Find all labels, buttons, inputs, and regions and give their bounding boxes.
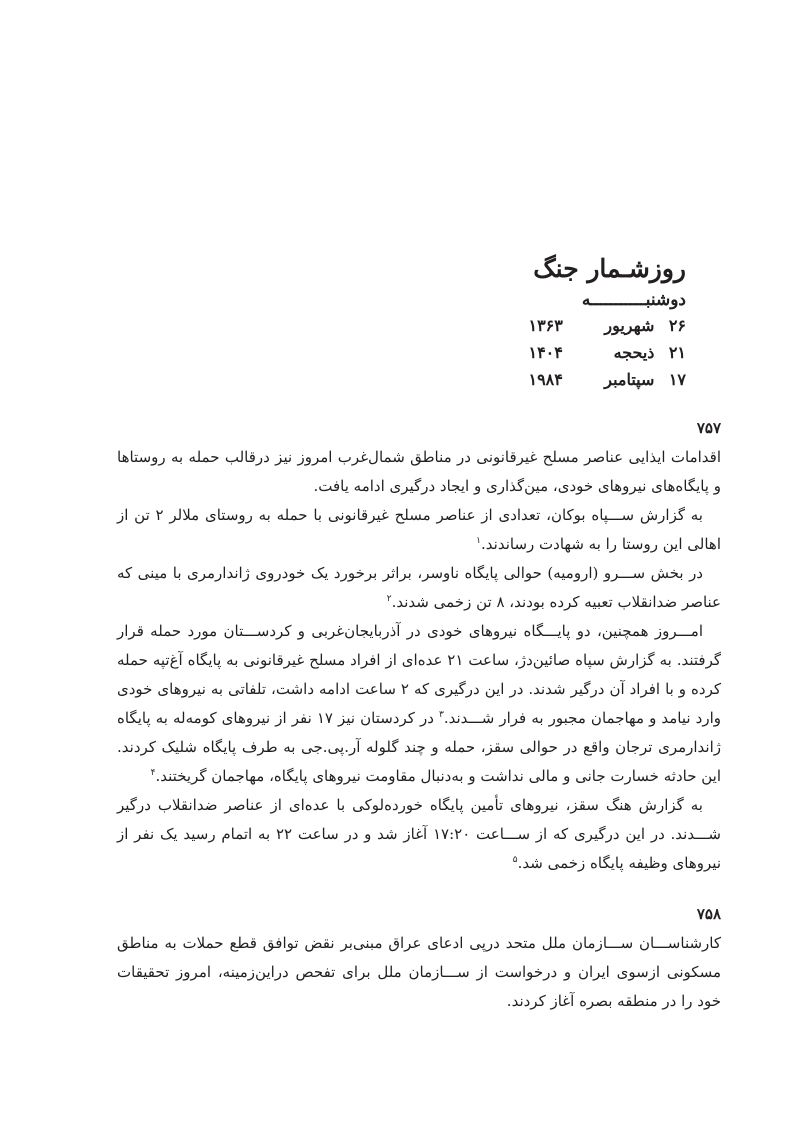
date-day: ۲۶ [668, 316, 686, 335]
date-month: ذیحجه [613, 343, 655, 362]
footnote-marker: ۲ [386, 594, 392, 604]
date-day: ۲۱ [668, 343, 686, 362]
date-solar [486, 313, 686, 339]
date-year: ۱۹۸۴ [528, 370, 563, 389]
date-month: شهریور [604, 316, 655, 335]
entry-number: ۷۵۸ [696, 905, 721, 923]
paragraph: امـــروز همچنین، دو پایـــگاه نیروهای خودی در آذربایجان‌غربی و کردســـتان مورد حمله قرار گرفتند. به گزارش سپاه صائین‌دژ، ساعت ۲۱ عده‌ای از افراد مسلح غیرقانونی به پایگاه آغ‌تپه حمله کرده و با افراد آن درگیر شدند. در این درگیری که ۲ ساعت ادامه داشت، تلفاتی به نیروهای خودی وارد نیامد و مهاجمان مجبور به فرار شـــدند.$^۳$ در کردستان نیز ۱۷ نفر از نیروهای کومه‌له به پایگاه ژاندارمری ترجان واقع در حوالی سقز، حمله و چند گلوله آر.پی.جی به طرف پایگاه شلیک کردند. این حادثه خسارت جانی و مالی نداشت و به‌دنبال مقاومت نیروهای پایگاه، مهاجمان گریختند.$^۴$ [117, 622, 722, 785]
page-header [486, 252, 686, 393]
footnote-marker: ۴ [150, 768, 156, 778]
date-year: ۱۳۶۳ [528, 316, 563, 335]
weekday: دوشنبـــــــــــه [581, 290, 686, 310]
footnote-marker: ۳ [439, 710, 444, 720]
entry-number: ۷۵۷ [696, 419, 721, 437]
date-year: ۱۴۰۴ [528, 343, 563, 362]
footnote-marker: ۱ [476, 536, 482, 546]
date-gregorian [486, 367, 686, 393]
paragraph: کارشناســـان ســـازمان ملل متحد درپی ادعای عراق مبنی‌بر نقض توافق قطع حملات به مناطق مسکونی ازسوی ایران و درخواست از ســـازمان ملل برای تفحص دراین‌زمینه، امروز تحقیقات خود را در منطقه بصره آغاز کردند. [117, 934, 721, 1010]
date-lunar [486, 340, 686, 366]
book-title: روزشـمار جنگ [533, 254, 686, 283]
paragraph: در بخش ســـرو (ارومیه) حوالی پایگاه ناوسر، براثر برخورد یک خودروی ژاندارمری با مینی که عناصر ضدانقلاب تعبیه کرده بودند، ۸ تن زخمی شدند.$^۲$ [117, 564, 721, 611]
paragraph: به گزارش ســـپاه بوکان، تعدادی از عناصر مسلح غیرقانونی با حمله به روستای ملالر ۲ تن از اهالی این روستا را به شهادت رساندند.$^۱$ [117, 506, 721, 553]
paragraph: به گزارش هنگ سقز، نیروهای تأمین پایگاه خورده‌لوکی با عده‌ای از عناصر ضدانقلاب درگیر شـــدند. در این درگیری که از ســـاعت ۱۷:۲۰ آغاز شد و در ساعت ۲۲ به اتمام رسید یک نفر از نیروهای وظیفه پایگاه زخمی شد.$^۵$ [117, 796, 721, 872]
paragraph: اقدامات ایذایی عناصر مسلح غیرقانونی در مناطق شمال‌غرب امروز نیز درقالب حمله به روستاها و پایگاه‌های نیروهای خودی، مین‌گذاری و ایجاد درگیری ادامه یافت. [117, 448, 721, 495]
page-body [117, 414, 721, 1016]
footnote-marker: ۵ [512, 855, 518, 865]
date-day: ۱۷ [668, 370, 686, 389]
date-month: سپتامبر [604, 370, 655, 389]
